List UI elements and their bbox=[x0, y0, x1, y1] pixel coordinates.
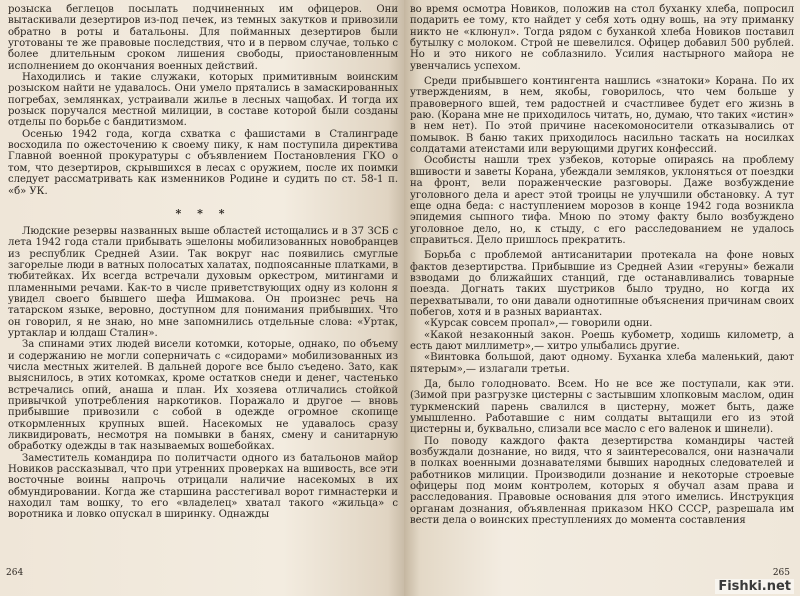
right-page bbox=[404, 0, 800, 596]
left-page-number: 264 bbox=[6, 568, 24, 578]
right-paragraph-8: Да, было голодновато. Всем. Но не все же поступали, как эти. (Зимой при разгрузке цистерны с застывшим хлопковым маслом, один туркменский парень свалился в цистерну, может быть, даже умышленно. Работавшие с ним солдаты вытащили его из этой цистерны и, буквально, слизали все масло с его валенок и шинели). bbox=[410, 379, 794, 436]
right-paragraph-5: «Курсак совсем пропал»,— говорили одни. bbox=[424, 318, 653, 330]
left-paragraph-2: Находились и такие служаки, которых примитивным воинским розыском найти не удавалось. Они умело прятались в замаскированных погребах, землянках, устраивали жилье в лесных чащобах. И тогда их розыск поручался местной милиции, в составе которой были созданы отделы по борьбе с бандитизмом. bbox=[8, 72, 398, 129]
right-paragraph-9: По поводу каждого факта дезертирства командиры частей возбуждали дознание, но видя, что я заинтересовался, они назначали в полках военными дознавателями бывших народных следователей и работников милиции. Производили дознание и некоторые строевые офицеры под моим контролем, которых я обучал азам права и расследования. Правовые основания для этого имелись. Инструкция органам дознания, объявленная приказом НКО СССР, разрешала им вести дела о воинских преступлениях до момента составления bbox=[410, 435, 794, 527]
left-paragraph-6: Заместитель командира по политчасти одного из батальонов майор Новиков рассказывал, что при утренних проверках на вшивость, все эти восточные воины напрочь отрицали наличие насекомых в их обмундировании. Когда же старшина расстегивал ворот гимнастерки и находил там вошку, то его «владелец» хватал такого «жильца» с воротника и ловко опускал в ширинку. Однажды bbox=[8, 452, 398, 521]
section-separator: * * * bbox=[175, 206, 231, 220]
right-paragraph-3: Особисты нашли трех узбеков, которые опираясь на проблему вшивости и заветы Корана, убеждали земляков, уклоняться от поездки на фронт, вели пораженческие разговоры. Даже возбуждение уголовного дела и арест этой троицы не улучшили обстановку. А тут еще одна беда: с наступлением морозов в конце 1942 года возникла эпидемия сыпного тифа. Мною по этому факту было возбуждено уголовное дело, но, к стыду, с его расследованием не удалось справиться. Дело пришлось прекратить. bbox=[410, 155, 794, 246]
left-paragraph-4: Людские резервы названных выше областей истощались и в 37 ЗСБ с лета 1942 года стали прибывать эшелоны мобилизованных новобранцев из республик Средней Азии. Так вокруг нас появились смуглые загорелые люди в ватных полосатых халатах, подпоясанные платками, в тюбитейках. Их всегда встречали духовым оркестром, митингами и пламенными речами. Как-то в числе приветствующих одну из колонн я увидел своего бывшего шефа Ишмакова. Он произнес речь на татарском языке, веровно, доступном для понимания прибывших. Что он говорил, я не знаю, но мне запомнились отдельные слова: «Уртак, уртаклар и юлдаш Сталин». bbox=[8, 225, 398, 339]
left-paragraph-5: За спинами этих людей висели котомки, которые, однако, по объему и содержанию не могли соперничать с «сидорами» мобилизованных из числа местных жителей. В дальней дороге все было съедено. Зато, как выяснилось, в этих котомках, кроме остатков снеди и денег, частенько встречались опий, анаша и план. Их хозяева отличались стойкой привычкой употребления наркотиков. Поражало и другое — вновь прибывшие привозили с собой в одежде огромное скопище откормленных крупных вшей. Насекомых не удавалось сразу ликвидировать, несмотря на помывки в банях, смену и санитарную обработку одежды в так называемых вошебойках. bbox=[8, 339, 398, 453]
right-page-number: 265 bbox=[772, 568, 790, 578]
site-watermark: Fishki.net bbox=[715, 579, 794, 594]
right-paragraph-1: во время осмотра Новиков, положив на стол буханку хлеба, попросил подарить ее тому, кто найдет у себя хоть одну вошь, на эту приманку никто не «клюнул». Тогда рядом с буханкой хлеба Новиков поставил бутылку с молоком. Строй не шевелился. Офицер добавил 500 рублей. Но и это никого не соблазнило. Усилия настырного майора не увенчались успехом. bbox=[410, 4, 794, 72]
left-paragraph-3: Осенью 1942 года, когда схватка с фашистами в Сталинграде восходила по ожесточению к своему пику, к нам поступила директива Главной военной прокуратуры с объявлением Постановления ГКО о том, что дезертиров, скрывшихся в лесах с оружием, после их поимки следует рассматривать как изменников Родине и судить по ст. 58-1 п. «б» УК. bbox=[8, 128, 398, 197]
left-paragraph-1: розыска беглецов посылать подчиненных им офицеров. Они вытаскивали дезертиров из-под печек, из темных закутков и привозили обратно в роты и батальоны. Для пойманных дезертиров были уготованы те же правовые последствия, что и в первом случае, только с более длительным сроком лишения свободы, приостановленным исполнением до окончания военных действий. bbox=[8, 4, 398, 72]
right-paragraph-4: Борьба с проблемой антисанитарии протекала на фоне новых фактов дезертирства. Прибывшие из Средней Азии «геруны» бежали взводами до ближайших станций, где останавливались товарные поезда. Догнать таких шустриков было трудно, но когда их перехватывали, то они давали однотипные объяснения причинам своих побегов, хотя и в разных вариантах. bbox=[410, 250, 794, 318]
right-paragraph-2: Среди прибывшего контингента нашлись «знатоки» Корана. По их утверждениям, в нем, якобы, говорилось, что чем больше у правоверного вшей, тем радостней и счастливее будет его жизнь в раю. (Корана мне не приходилось читать, но, думаю, что таких «истин» в нем нет). По этой причине насекомоносители отказывались от помывок. В баню таких приходилось насильно таскать на носилках солдатами атеистами или верующими других конфессий. bbox=[410, 76, 794, 156]
right-paragraph-6: «Какой незаконный закон. Роешь кубометр, ходишь километр, а есть дают миллиметр»,— хитро улыбались другие. bbox=[410, 329, 794, 352]
right-paragraph-7: «Винтовка большой, дают одному. Буханка хлеба маленький, дают пятерым»,— излагали третьи. bbox=[410, 352, 794, 375]
